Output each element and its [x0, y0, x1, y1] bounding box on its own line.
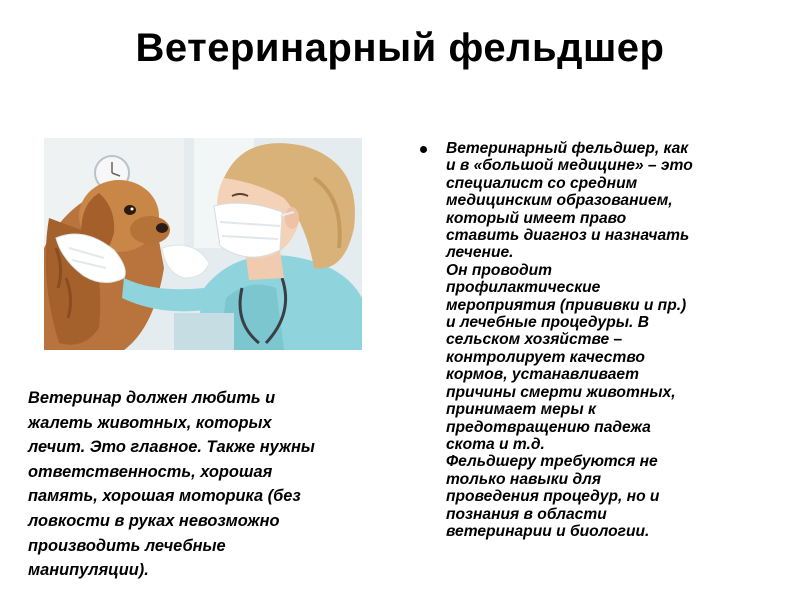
- vet-dog-photo: [44, 138, 362, 350]
- description-bullet: [420, 140, 780, 540]
- bullet-dot-icon: [420, 146, 427, 153]
- description-text: Ветеринарный фельдшер, как и в «большой медицине» – это специалист со средним медицинским образованием, который имеет право ставить диагноз и назначать лечение. Он проводит профилактические мероприятия (прививки и пр.) и лечебные процедуры. В сельском хозяйстве – контролирует качество кормов, устанавливает причины смерти животных, принимает меры к предотвращению падежа скота и т.д. Фельдшеру требуются не только навыки для проведения процедур, но и познания в области ветеринарии и биологии.: [446, 140, 693, 540]
- slide-title: Ветеринарный фельдшер: [135, 26, 665, 70]
- qualities-note: Ветеринар должен любить и жалеть животных, которых лечит. Это главное. Также нужны ответственность, хорошая память, хорошая моторика (без ловкости в руках невозможно производить лечебные манипуляции).: [28, 389, 315, 580]
